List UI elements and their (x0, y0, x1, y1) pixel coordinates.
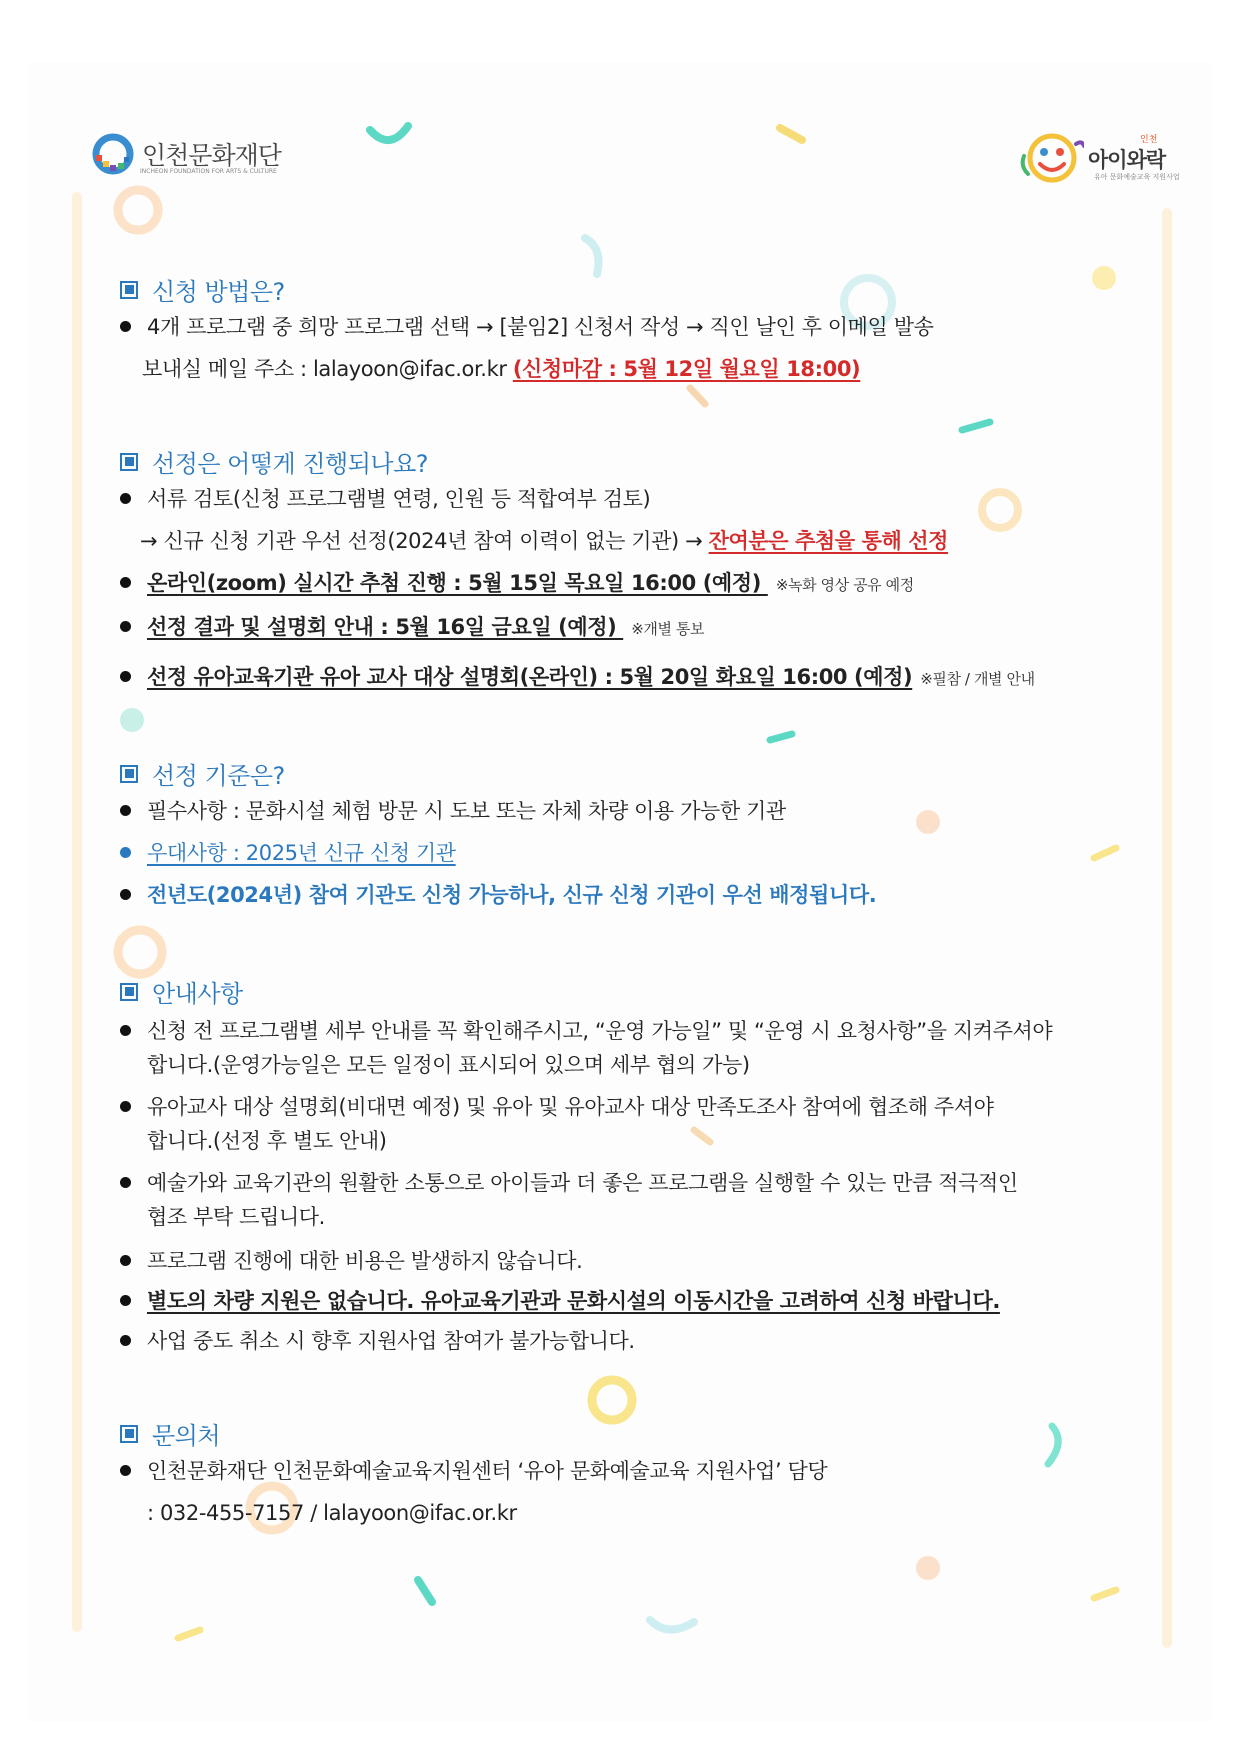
notice-item-1-cont: 합니다.(운영가능일은 모든 일정이 표시되어 있으며 세부 협의 가능) (147, 1053, 750, 1077)
contact-dept-text: 인천문화재단 인천문화예술교육지원센터 ‘유아 문화예술교육 지원사업’ 담당 (147, 1459, 828, 1483)
selection-result-text: 선정 결과 및 설명회 안내 : 5월 16일 금요일 (예정) (147, 615, 624, 639)
bullet-icon (120, 1177, 131, 1188)
apply-email-text: 보내실 메일 주소 : lalayoon@ifac.or.kr (142, 357, 513, 381)
apply-deadline: (신청마감 : 5월 12일 월요일 18:00) (512, 357, 861, 381)
aiwarak-logo (1018, 130, 1180, 186)
section-title-apply (120, 272, 285, 307)
notice-item-6 (120, 1326, 635, 1356)
selection-lottery-remark: ※녹화 영상 공유 예정 (775, 576, 914, 594)
selection-result-line (120, 612, 704, 644)
apply-email-line (142, 354, 860, 384)
apply-step-line (120, 312, 934, 342)
aiwarak-logo-tagline: 유아 문화예술교육 지원사업 (1094, 173, 1180, 181)
notice-item-2-cont: 합니다.(선정 후 별도 안내) (147, 1129, 387, 1153)
aiwarak-logo-name: 아이와락 (1088, 148, 1166, 172)
apply-step-text: 4개 프로그램 중 희망 프로그램 선택 → [붙임2] 신청서 작성 → 직인 날인 후 이메일 발송 (147, 315, 934, 339)
criteria-preferred-line (120, 838, 456, 868)
notice-item-text: 사업 중도 취소 시 향후 지원사업 참여가 불가능합니다. (147, 1329, 635, 1353)
section-title-contact (120, 1416, 220, 1451)
selection-lottery-note: 잔여분은 추첨을 통해 선정 (708, 529, 949, 553)
square-bullet-icon (120, 281, 138, 299)
bullet-icon (120, 1465, 131, 1476)
selection-lottery-text: 온라인(zoom) 실시간 추첨 진행 : 5월 15일 목요일 16:00 (예정) (147, 571, 768, 595)
notice-item-text: 신청 전 프로그램별 세부 안내를 꼭 확인해주시고, “운영 가능일” 및 “운영 시 요청사항”을 지켜주셔야 (147, 1019, 1053, 1043)
bullet-icon (120, 621, 131, 632)
selection-briefing-line (120, 662, 1035, 694)
selection-review-line (120, 484, 650, 514)
bullet-icon (120, 321, 131, 332)
section-title-text: 신청 방법은? (152, 278, 285, 306)
notice-item-1 (120, 1016, 1052, 1046)
criteria-preferred-text: 우대사항 : 2025년 신규 신청 기관 (147, 841, 456, 865)
criteria-required-line (120, 796, 786, 826)
criteria-previous-line (120, 880, 876, 910)
ifac-logo (92, 130, 281, 178)
selection-briefing-text: 선정 유아교육기관 유아 교사 대상 설명회(온라인) : 5월 20일 화요일 16:00 (예정) (147, 665, 913, 689)
section-title-notice (120, 974, 243, 1009)
bullet-icon (120, 1025, 131, 1036)
notice-item-5 (120, 1286, 1000, 1316)
square-bullet-icon (120, 1425, 138, 1443)
selection-priority-text: → 신규 신청 기관 우선 선정(2024년 참여 이력이 없는 기관) → (140, 529, 709, 553)
ifac-logo-mark-icon (92, 133, 134, 175)
bullet-icon (120, 805, 131, 816)
section-title-selection (120, 444, 428, 479)
selection-priority-line (140, 526, 948, 556)
selection-briefing-remark: ※필참 / 개별 안내 (920, 670, 1035, 688)
bullet-icon (120, 1101, 131, 1112)
bullet-icon (120, 671, 131, 682)
selection-lottery-line (120, 568, 914, 600)
section-title-text: 선정 기준은? (152, 762, 285, 790)
notice-item-text: 예술가와 교육기관의 원활한 소통으로 아이들과 더 좋은 프로그램을 실행할 수 있는 만큼 적극적인 (147, 1171, 1018, 1195)
notice-item-text: 유아교사 대상 설명회(비대면 예정) 및 유아 및 유아교사 대상 만족도조사 참여에 협조해 주셔야 (147, 1095, 994, 1119)
criteria-required-text: 필수사항 : 문화시설 체험 방문 시 도보 또는 자체 차량 이용 가능한 기관 (147, 799, 786, 823)
bullet-icon (120, 577, 131, 588)
notice-item-2 (120, 1092, 994, 1122)
section-title-text: 문의처 (152, 1422, 221, 1450)
bullet-icon (120, 1335, 131, 1346)
contact-phone-email: : 032-455-7157 / lalayoon@ifac.or.kr (147, 1501, 517, 1525)
square-bullet-icon (120, 765, 138, 783)
notice-item-3 (120, 1168, 1018, 1198)
bullet-icon (120, 847, 131, 858)
square-bullet-icon (120, 983, 138, 1001)
notice-item-4 (120, 1246, 582, 1276)
selection-result-remark: ※개별 통보 (631, 620, 705, 638)
section-title-text: 안내사항 (152, 980, 243, 1008)
aiwarak-logo-region: 인천 (1140, 135, 1158, 145)
square-bullet-icon (120, 453, 138, 471)
notice-item-3-cont: 협조 부탁 드립니다. (147, 1205, 325, 1229)
bullet-icon (120, 1255, 131, 1266)
bullet-icon (120, 1295, 131, 1306)
bullet-icon (120, 493, 131, 504)
bullet-icon (120, 889, 131, 900)
notice-item-text: 별도의 차량 지원은 없습니다. 유아교육기관과 문화시설의 이동시간을 고려하여 신청 바랍니다. (147, 1289, 1000, 1313)
ifac-logo-subtitle: INCHEON FOUNDATION FOR ARTS & CULTURE (140, 168, 277, 175)
aiwarak-face-icon (1018, 130, 1084, 186)
contact-dept-line (120, 1456, 827, 1486)
section-title-text: 선정은 어떻게 진행되나요? (152, 450, 429, 478)
ifac-logo-name: 인천문화재단 (142, 141, 281, 170)
criteria-previous-text: 전년도(2024년) 참여 기관도 신청 가능하나, 신규 신청 기관이 우선 배정됩니다. (147, 883, 877, 907)
notice-item-text: 프로그램 진행에 대한 비용은 발생하지 않습니다. (147, 1249, 583, 1273)
section-title-criteria (120, 756, 285, 791)
selection-review-text: 서류 검토(신청 프로그램별 연령, 인원 등 적합여부 검토) (147, 487, 651, 511)
